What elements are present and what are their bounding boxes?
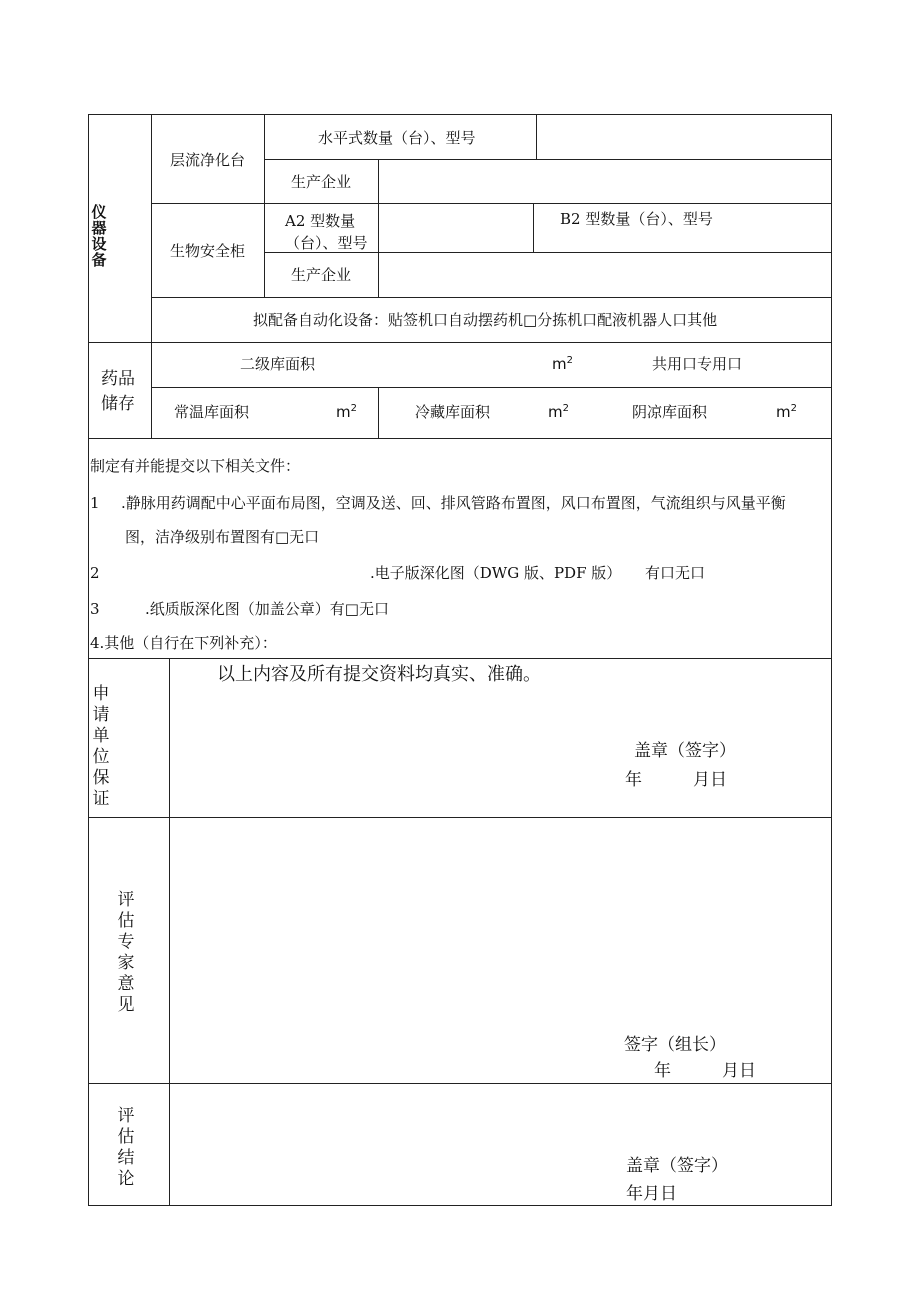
document-item-1-line1: .静脉用药调配中心平面布局图，空调及送、回、排风管路布置图，风口布置图，气流组织与风量平衡: [121, 494, 786, 512]
laminar-manufacturer-label: 生产企业: [291, 173, 352, 191]
area-unit: $m^2$: [776, 403, 797, 421]
biosafety-manufacturer-label: 生产企业: [291, 266, 352, 284]
area-unit: $m^2$: [548, 403, 569, 421]
area-unit: $m^2$: [552, 355, 573, 373]
guarantee-date: 年 月日: [625, 770, 727, 790]
table-border-bottom: [88, 1205, 832, 1206]
expert-sign: 签字（组长）: [624, 1035, 726, 1055]
expert-label: 评估专家意见: [117, 890, 135, 1015]
equipment-section-label: 仪器设备: [91, 203, 107, 269]
table-border-top: [88, 114, 832, 115]
conclusion-seal: 盖章（签字）: [626, 1156, 728, 1176]
grid-line: [536, 114, 537, 159]
document-item-number: 2: [90, 564, 100, 582]
automation-equipment-text: 拟配备自动化设备：贴签机口自动摆药机□分拣机口配液机器人口其他: [253, 311, 718, 329]
normal-temp-area-label: 常温库面积: [174, 403, 250, 421]
cool-area-label: 阴凉库面积: [632, 403, 708, 421]
document-item-2-choice: 有口无口: [645, 564, 706, 582]
grid-line: [88, 817, 832, 818]
a2-count-label: A2 型数量（台）、型号: [285, 212, 368, 252]
documents-intro: 制定有并能提交以下相关文件：: [90, 457, 301, 475]
grid-line: [378, 387, 379, 438]
secondary-area-label: 二级库面积: [240, 355, 316, 373]
document-item-number: 1: [90, 494, 100, 512]
grid-line: [151, 342, 152, 438]
conclusion-label: 评估结论: [117, 1106, 135, 1189]
grid-line: [151, 203, 832, 204]
guarantee-label: 申请单位保证: [92, 684, 110, 809]
grid-line: [264, 114, 265, 297]
expert-date: 年 月日: [654, 1061, 756, 1081]
document-item-4-text: 4.其他（自行在下列补充）：: [90, 634, 277, 652]
table-border-left: [88, 114, 89, 1206]
grid-line: [378, 203, 379, 297]
grid-line: [151, 114, 152, 343]
biosafety-label: 生物安全柜: [170, 242, 246, 260]
document-item-number: 3: [90, 600, 100, 618]
grid-line: [533, 203, 534, 253]
guarantee-statement: 以上内容及所有提交资料均真实、准确。: [217, 664, 541, 685]
document-item-3-text: .纸质版深化图（加盖公章）有□无口: [145, 600, 389, 618]
shared-dedicated-choice: 共用口专用口: [652, 355, 743, 373]
grid-line: [88, 658, 832, 659]
storage-section-label-2: 储存: [101, 394, 135, 414]
grid-line: [169, 658, 170, 1206]
b2-count-label: B2 型数量（台）、型号: [560, 210, 713, 228]
document-item-1-line2: 图，洁净级别布置图有□无口: [125, 528, 320, 546]
grid-line: [151, 387, 832, 388]
grid-line: [88, 342, 832, 343]
grid-line: [264, 159, 832, 160]
storage-section-label-1: 药品: [101, 369, 135, 389]
conclusion-date: 年月日: [626, 1184, 677, 1204]
grid-line: [88, 438, 832, 439]
laminar-label: 层流净化台: [170, 151, 246, 169]
document-item-2-text: .电子版深化图（DWG 版、PDF 版）: [370, 564, 622, 582]
area-unit: $m^2$: [336, 403, 357, 421]
grid-line: [378, 159, 379, 204]
grid-line: [151, 297, 832, 298]
cold-area-label: 冷藏库面积: [415, 403, 491, 421]
guarantee-seal: 盖章（签字）: [634, 741, 736, 761]
grid-line: [88, 1083, 832, 1084]
horizontal-count-label: 水平式数量（台）、型号: [318, 129, 476, 147]
table-border-right: [831, 114, 832, 1206]
